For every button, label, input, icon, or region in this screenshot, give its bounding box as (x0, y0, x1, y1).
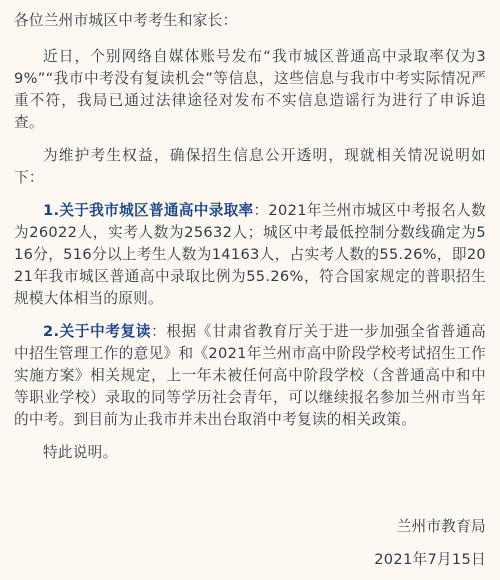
closing-paragraph: 特此说明。 (43, 444, 118, 461)
item-2-paragraph (14, 321, 486, 431)
signature-org: 兰州市教育局 (396, 518, 486, 535)
item-1-paragraph (14, 200, 486, 310)
item-2-body: ：根据《甘肃省教育厅关于进一步加强全省普通高中招生管理工作的意见》和《2021年兰州市高中阶段学校考试招生工作实施方案》相关规定，上一年未被任何高中阶段学校（含普通高中和中等职业学校）录取的同等学历社会青年，可以继续报名参加兰州市当年的中考。到目前为止我市并未出台取消中考复读的相关政策。 (14, 323, 486, 428)
salutation: 各位兰州市城区中考考生和家长： (14, 12, 238, 29)
item-2-heading: 2.关于中考复读 (43, 323, 152, 340)
item-1-heading: 1.关于我市城区普通高中录取率 (43, 202, 254, 219)
signature-date: 2021年7月15日 (374, 551, 486, 568)
intro-paragraph: 近日，个别网络自媒体账号发布“我市城区普通高中录取率仅为39%”“我市中考没有复读机会”等信息，这些信息与我市中考实际情况严重不符，我局已通过法律途径对发布不实信息造谣行为进行了申诉追查。 (14, 48, 486, 131)
purpose-paragraph: 为维护考生权益，确保招生信息公开透明，现就相关情况说明如下： (14, 147, 486, 186)
item-1-body: ：2021年兰州市城区中考报名人数为26022人，实考人数为25632人；城区中考最低控制分数线确定为516分，516分以上考生人数为14163人，占实考人数的55.26%，即2021年我市城区普通高中录取比例为55.26%，符合国家规定的普职招生规模大体相当的原则。 (14, 202, 486, 307)
